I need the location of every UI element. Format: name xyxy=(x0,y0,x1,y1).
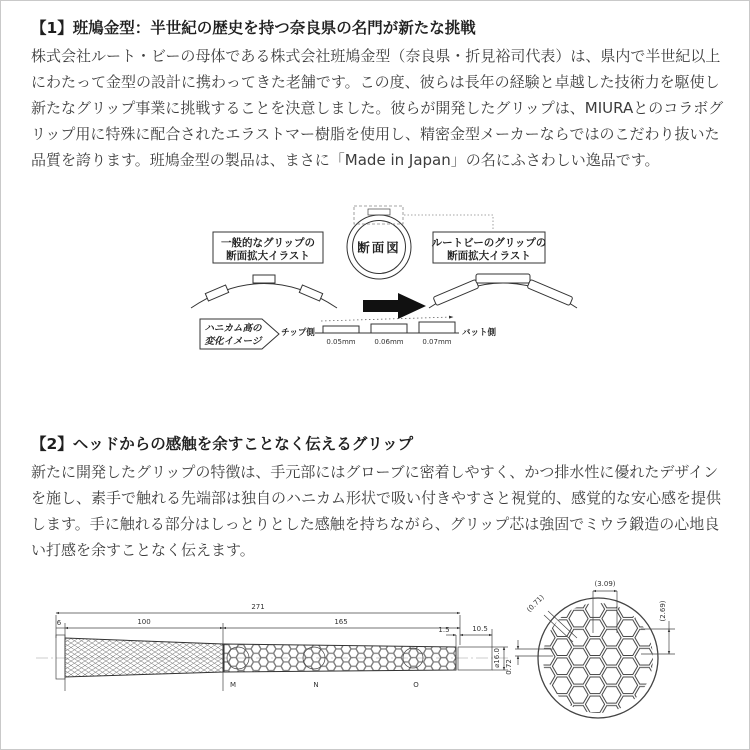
direction-dotted-arrow xyxy=(321,317,453,321)
general-grip-label-box xyxy=(213,232,323,263)
dim-taper: 100 xyxy=(137,618,151,626)
section-mark-n: N xyxy=(313,681,319,689)
section-1-body: 株式会社ルート・ビーの母体である株式会社班鳩金型（奈良県・折見裕司代表）は、県内で半世紀以上にわたって金型の設計に携わってきた老舗です。この度、彼らは長年の経験と卓越した技術力を駆使し新たなグリップ事業に挑戦することを決意しました。彼らが開発したグリップは、MIURAとのコラボグリップ用に特殊に配合されたエラストマー樹脂を使用し、精密金型メーカーならではのこだわり抜いた品質を誇ります。班鳩金型の製品は、まさに「Made in Japan」の名にふさわしい逸品です。 xyxy=(31,47,724,169)
rootb-grip-label-box xyxy=(432,232,547,263)
dim-pitch-right: (2.69) xyxy=(659,600,667,622)
height-step-diagram xyxy=(281,317,496,346)
section-mark-o: O xyxy=(413,681,419,689)
general-grip-arc xyxy=(191,275,337,308)
dim-honeycomb: 165 xyxy=(334,618,348,626)
butt-side-label: バット側 xyxy=(461,328,497,338)
dim-wall-left: 0.72 xyxy=(505,659,513,675)
height-step-0 xyxy=(323,326,359,333)
taper-knurl-section xyxy=(65,638,223,677)
banner-line2: 変化イメージ xyxy=(204,336,262,347)
height-label-1: 0.06mm xyxy=(374,338,404,346)
section-view-label: 断面図 xyxy=(357,240,401,255)
dim-wall-diag: (0.71) xyxy=(525,593,546,614)
dim-cap-left: 6 xyxy=(56,619,62,627)
rootb-grip-label-line2: 断面拡大イラスト xyxy=(447,250,531,262)
section-2-heading: 【2】ヘッドからの感触を余すことなく伝えるグリップ xyxy=(31,435,414,453)
banner-line1: ハニカム高の xyxy=(204,323,262,334)
honeycomb-fill xyxy=(543,603,653,713)
grip-cross-section-circle xyxy=(505,580,675,718)
dim-diameter: ⌀16.0 xyxy=(493,648,501,668)
height-label-2: 0.07mm xyxy=(422,338,452,346)
honeycomb-height-banner xyxy=(200,319,279,349)
height-step-1 xyxy=(371,324,407,333)
grip-technical-drawing xyxy=(1,571,750,749)
rootb-grip-arc xyxy=(429,274,577,308)
section-1-heading: 【1】班鳩金型：半世紀の歴史を持つ奈良県の名門が新たな挑戦 xyxy=(31,19,476,37)
dim-cap-right: 10.5 xyxy=(472,625,488,633)
general-grip-label-line1: 一般的なグリップの xyxy=(220,237,316,249)
height-label-0: 0.05mm xyxy=(326,338,356,346)
tip-side-label: チップ側 xyxy=(281,328,315,338)
dim-overall: 271 xyxy=(251,603,265,611)
section-mark-m: M xyxy=(229,681,237,689)
honeycomb-section xyxy=(224,644,456,672)
cross-section-comparison-diagram xyxy=(1,193,750,365)
general-grip-label-line2: 断面拡大イラスト xyxy=(226,250,310,262)
dim-hex-width: (3.09) xyxy=(594,580,616,588)
rootb-grip-label-line1: ルートビーのグリップの xyxy=(431,237,547,249)
transition-arrow xyxy=(363,293,426,319)
height-step-2 xyxy=(419,322,455,333)
tip-cap xyxy=(458,647,492,670)
dim-gap: 1.5 xyxy=(438,626,450,634)
section-2-body: 新たに開発したグリップの特徴は、手元部にはグローブに密着しやすく、かつ排水性に優れたデザインを施し、素手で触れる先端部は独自のハニカム形状で吸い付きやすさと視覚的、感覚的な安心感を提供します。手に触れる部分はしっとりとした感触を持ちながら、グリップ芯は強固でミウラ鍛造の心地良い打感を余すことなく伝えます。 xyxy=(31,463,722,559)
